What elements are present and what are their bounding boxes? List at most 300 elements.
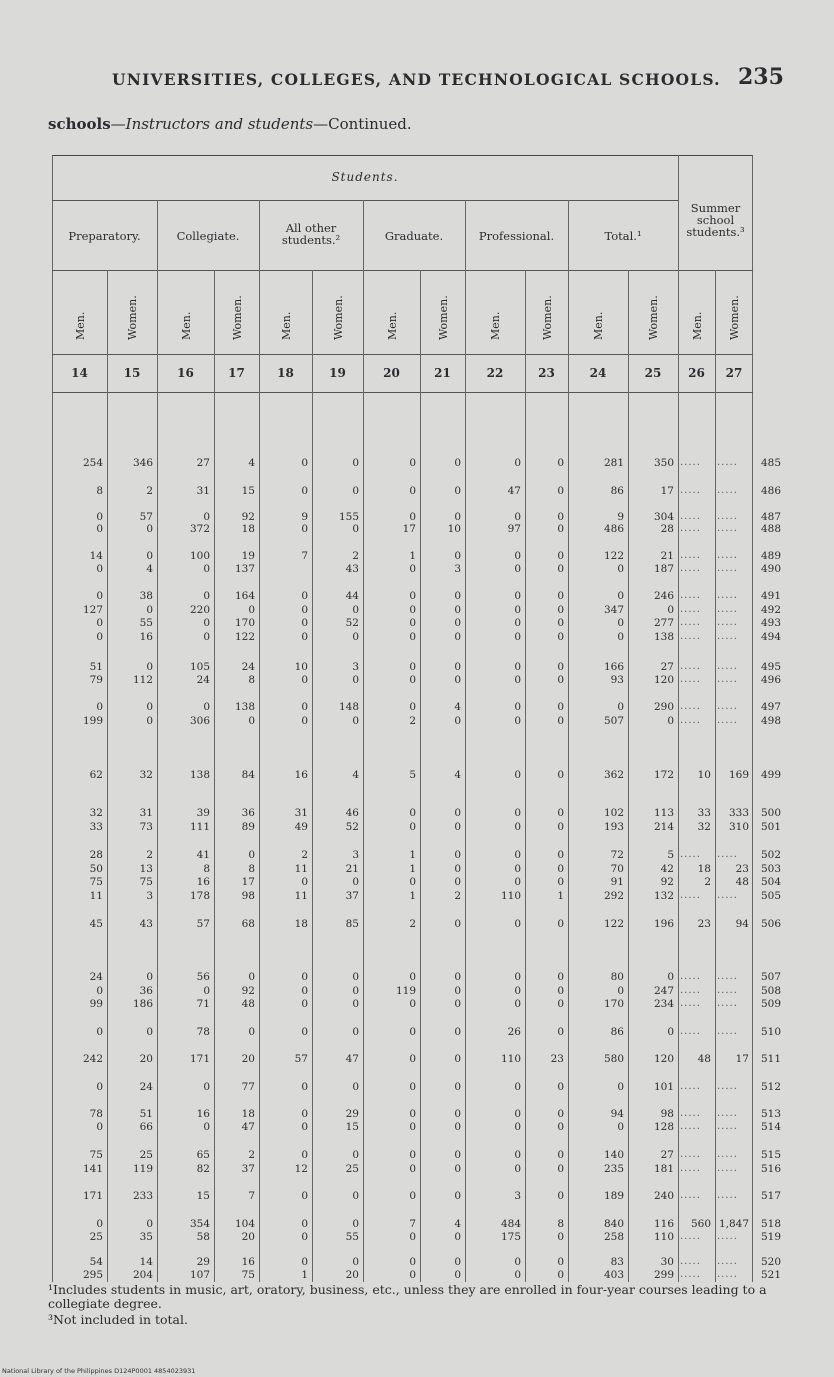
table-cell: 101 bbox=[653, 1081, 674, 1093]
row-number: 518 bbox=[760, 1218, 782, 1230]
table-cell: 25 bbox=[89, 1231, 103, 1243]
gender-label: Women. bbox=[540, 295, 554, 340]
table-cell: 0 bbox=[667, 971, 674, 983]
table-cell: 0 bbox=[301, 1026, 308, 1038]
gender-divider bbox=[312, 270, 313, 1282]
table-cell: 0 bbox=[557, 661, 564, 673]
table-cell: 11 bbox=[294, 890, 308, 902]
table-cell: 0 bbox=[514, 807, 521, 819]
table-cell: 0 bbox=[514, 631, 521, 643]
table-cell: 0 bbox=[557, 457, 564, 469]
table-cell: 41 bbox=[196, 849, 210, 861]
table-cell: 17 bbox=[241, 876, 255, 888]
table-cell: 0 bbox=[352, 1190, 359, 1202]
gender-label: Men. bbox=[489, 311, 502, 340]
table-cell: 0 bbox=[514, 971, 521, 983]
subtitle-italic: —Instructors and students bbox=[110, 115, 314, 133]
table-cell: 0 bbox=[203, 1121, 210, 1133]
page-number: 235 bbox=[738, 64, 784, 90]
table-cell: 102 bbox=[603, 807, 624, 819]
column-number: 27 bbox=[725, 366, 743, 380]
group-divider bbox=[465, 200, 466, 1282]
column-number: 17 bbox=[228, 366, 245, 380]
table-cell: 0 bbox=[203, 617, 210, 629]
row-number: 499 bbox=[760, 769, 782, 781]
table-cell: 20 bbox=[241, 1231, 255, 1243]
table-cell: 44 bbox=[345, 590, 359, 602]
group-label-6: Total.¹ bbox=[604, 229, 642, 243]
row-number: 521 bbox=[760, 1269, 782, 1281]
table-cell: 0 bbox=[409, 1026, 416, 1038]
table-cell: 112 bbox=[132, 674, 153, 686]
summer-leader-dots: ..... bbox=[717, 985, 738, 996]
table-cell: 0 bbox=[301, 590, 308, 602]
table-cell: 166 bbox=[603, 661, 624, 673]
table-cell: 17 bbox=[402, 523, 416, 535]
table-cell: 23 bbox=[735, 863, 749, 875]
table-cell: 0 bbox=[557, 550, 564, 562]
table-cell: 0 bbox=[96, 617, 103, 629]
table-cell: 0 bbox=[301, 604, 308, 616]
table-cell: 86 bbox=[610, 1026, 624, 1038]
table-cell: 350 bbox=[653, 457, 674, 469]
table-cell: 0 bbox=[146, 661, 153, 673]
table-cell: 86 bbox=[610, 485, 624, 497]
table-cell: 0 bbox=[514, 876, 521, 888]
table-cell: 3 bbox=[352, 661, 359, 673]
table-cell: 75 bbox=[241, 1269, 255, 1281]
row-number: 504 bbox=[760, 876, 782, 888]
table-cell: 214 bbox=[653, 821, 674, 833]
table-cell: 120 bbox=[653, 1053, 674, 1065]
summer-leader-dots: ..... bbox=[717, 1163, 738, 1174]
table-cell: 0 bbox=[301, 523, 308, 535]
table-cell: 83 bbox=[610, 1256, 624, 1268]
table-cell: 247 bbox=[653, 985, 674, 997]
table-cell: 31 bbox=[294, 807, 308, 819]
table-cell: 0 bbox=[146, 701, 153, 713]
table-cell: 4 bbox=[248, 457, 255, 469]
table-cell: 4 bbox=[454, 769, 461, 781]
summer-leader-dots: ..... bbox=[680, 1108, 701, 1119]
summer-leader-dots: ..... bbox=[680, 701, 701, 712]
table-cell: 97 bbox=[507, 523, 521, 535]
table-cell: 0 bbox=[96, 985, 103, 997]
row-number: 515 bbox=[760, 1149, 782, 1161]
table-cell: 1 bbox=[409, 550, 416, 562]
table-cell: 0 bbox=[409, 998, 416, 1010]
table-cell: 0 bbox=[454, 1121, 461, 1133]
table-cell: 0 bbox=[617, 701, 624, 713]
row-number: 516 bbox=[760, 1163, 782, 1175]
table-cell: 4 bbox=[454, 701, 461, 713]
table-cell: 0 bbox=[409, 1256, 416, 1268]
table-cell: 78 bbox=[89, 1108, 103, 1120]
column-number: 14 bbox=[71, 366, 88, 380]
summer-leader-dots: ..... bbox=[680, 661, 701, 672]
summer-leader-dots: ..... bbox=[717, 1149, 738, 1160]
column-number: 15 bbox=[123, 366, 141, 380]
group-label-7: Summer school students.³ bbox=[686, 201, 745, 239]
table-cell: 0 bbox=[617, 590, 624, 602]
table-cell: 1 bbox=[301, 1269, 308, 1281]
table-cell: 0 bbox=[617, 617, 624, 629]
table-cell: 54 bbox=[89, 1256, 103, 1268]
table-cell: 2 bbox=[301, 849, 308, 861]
table-cell: 24 bbox=[139, 1081, 153, 1093]
table-cell: 148 bbox=[338, 701, 359, 713]
table-cell: 0 bbox=[454, 457, 461, 469]
table-cell: 0 bbox=[248, 971, 255, 983]
gender-label: Men. bbox=[690, 311, 704, 340]
table-cell: 104 bbox=[234, 1218, 255, 1230]
group-label-2: Collegiate. bbox=[176, 229, 240, 243]
group-label-1: Preparatory. bbox=[68, 229, 141, 243]
table-cell: 32 bbox=[697, 821, 711, 833]
table-cell: 0 bbox=[248, 604, 255, 616]
table-cell: 92 bbox=[241, 511, 255, 523]
table-cell: 0 bbox=[514, 1256, 521, 1268]
table-cell: 24 bbox=[196, 674, 210, 686]
table-cell: 0 bbox=[454, 1149, 461, 1161]
row-number: 500 bbox=[760, 807, 782, 819]
table-cell: 0 bbox=[409, 1053, 416, 1065]
table-cell: 8 bbox=[203, 863, 210, 875]
table-cell: 0 bbox=[454, 998, 461, 1010]
table-cell: 0 bbox=[454, 604, 461, 616]
table-cell: 37 bbox=[345, 890, 359, 902]
summer-leader-dots: ..... bbox=[717, 1256, 738, 1267]
table-cell: 16 bbox=[139, 631, 153, 643]
running-head: UNIVERSITIES, COLLEGES, AND TECHNOLOGICAL SCHOOLS. bbox=[112, 70, 721, 89]
summer-leader-dots: ..... bbox=[717, 1081, 738, 1092]
table-cell: 8 bbox=[248, 863, 255, 875]
table-cell: 0 bbox=[409, 563, 416, 575]
table-cell: 3 bbox=[514, 1190, 521, 1202]
table-cell: 0 bbox=[248, 1026, 255, 1038]
summer-leader-dots: ..... bbox=[680, 457, 701, 468]
table-cell: 0 bbox=[514, 998, 521, 1010]
table-cell: 0 bbox=[96, 1218, 103, 1230]
table-cell: 0 bbox=[557, 876, 564, 888]
table-cell: 0 bbox=[352, 1218, 359, 1230]
table-cell: 0 bbox=[409, 485, 416, 497]
table-cell: 0 bbox=[557, 674, 564, 686]
summer-leader-dots: ..... bbox=[680, 1190, 701, 1201]
table-cell: 0 bbox=[454, 661, 461, 673]
table-cell: 18 bbox=[294, 918, 308, 930]
table-cell: 277 bbox=[653, 617, 674, 629]
table-cell: 56 bbox=[196, 971, 210, 983]
gender-label: Men. bbox=[73, 311, 87, 340]
table-cell: 204 bbox=[132, 1269, 153, 1281]
table-cell: 0 bbox=[301, 876, 308, 888]
table-cell: 25 bbox=[345, 1163, 359, 1175]
table-cell: 0 bbox=[409, 1231, 416, 1243]
table-cell: 0 bbox=[352, 457, 359, 469]
table-cell: 0 bbox=[557, 863, 564, 875]
table-cell: 75 bbox=[139, 876, 153, 888]
summer-leader-dots: ..... bbox=[717, 1190, 738, 1201]
table-cell: 110 bbox=[500, 1053, 521, 1065]
table-cell: 0 bbox=[514, 849, 521, 861]
table-cell: 0 bbox=[454, 849, 461, 861]
table-cell: 171 bbox=[189, 1053, 210, 1065]
table-cell: 9 bbox=[617, 511, 624, 523]
table-cell: 55 bbox=[345, 1231, 359, 1243]
table-cell: 100 bbox=[189, 550, 210, 562]
table-cell: 0 bbox=[514, 1163, 521, 1175]
table-cell: 18 bbox=[241, 1108, 255, 1120]
table-cell: 0 bbox=[248, 715, 255, 727]
table-cell: 172 bbox=[653, 769, 674, 781]
summer-leader-dots: ..... bbox=[717, 631, 738, 642]
summer-leader-dots: ..... bbox=[717, 485, 738, 496]
group-divider bbox=[678, 155, 679, 1282]
group-label-4: Graduate. bbox=[384, 229, 444, 243]
summer-leader-dots: ..... bbox=[717, 890, 738, 901]
row-number: 509 bbox=[760, 998, 782, 1010]
group-label-3: All other students.² bbox=[281, 221, 341, 247]
table-cell: 171 bbox=[82, 1190, 103, 1202]
table-cell: 24 bbox=[241, 661, 255, 673]
table-cell: 0 bbox=[96, 590, 103, 602]
table-cell: 27 bbox=[196, 457, 210, 469]
table-cell: 0 bbox=[409, 1163, 416, 1175]
row-number: 489 bbox=[760, 550, 782, 562]
table-cell: 0 bbox=[514, 1081, 521, 1093]
table-cell: 0 bbox=[617, 1081, 624, 1093]
table-cell: 0 bbox=[352, 1149, 359, 1161]
table-cell: 37 bbox=[241, 1163, 255, 1175]
table-cell: 1 bbox=[409, 849, 416, 861]
table-cell: 46 bbox=[345, 807, 359, 819]
table-cell: 507 bbox=[603, 715, 624, 727]
table-cell: 0 bbox=[301, 485, 308, 497]
table-cell: 196 bbox=[653, 918, 674, 930]
summer-leader-dots: ..... bbox=[717, 998, 738, 1009]
table-cell: 0 bbox=[301, 971, 308, 983]
table-cell: 0 bbox=[301, 1231, 308, 1243]
table-cell: 58 bbox=[196, 1231, 210, 1243]
table-cell: 119 bbox=[395, 985, 416, 997]
gender-label: Women. bbox=[230, 295, 244, 340]
row-number: 503 bbox=[760, 863, 782, 875]
table-cell: 0 bbox=[454, 971, 461, 983]
table-cell: 189 bbox=[603, 1190, 624, 1202]
summer-leader-dots: ..... bbox=[717, 971, 738, 982]
table-cell: 0 bbox=[146, 1218, 153, 1230]
table-cell: 0 bbox=[409, 701, 416, 713]
table-cell: 0 bbox=[203, 590, 210, 602]
table-cell: 0 bbox=[301, 985, 308, 997]
table-cell: 77 bbox=[241, 1081, 255, 1093]
table-cell: 75 bbox=[89, 1149, 103, 1161]
table-cell: 33 bbox=[89, 821, 103, 833]
summer-leader-dots: ..... bbox=[717, 550, 738, 561]
table-cell: 12 bbox=[294, 1163, 308, 1175]
table-cell: 138 bbox=[653, 631, 674, 643]
table-cell: 186 bbox=[132, 998, 153, 1010]
table-cell: 0 bbox=[352, 674, 359, 686]
table-cell: 16 bbox=[294, 769, 308, 781]
table-cell: 0 bbox=[301, 1190, 308, 1202]
table-cell: 0 bbox=[409, 807, 416, 819]
row-number: 497 bbox=[760, 701, 782, 713]
summer-leader-dots: ..... bbox=[717, 511, 738, 522]
table-cell: 98 bbox=[241, 890, 255, 902]
table-cell: 0 bbox=[352, 1256, 359, 1268]
table-cell: 7 bbox=[301, 550, 308, 562]
table-cell: 4 bbox=[352, 769, 359, 781]
table-cell: 8 bbox=[96, 485, 103, 497]
row-number: 508 bbox=[760, 985, 782, 997]
gender-label: Women. bbox=[126, 295, 139, 340]
table-cell: 78 bbox=[196, 1026, 210, 1038]
table-cell: 0 bbox=[409, 876, 416, 888]
table-cell: 0 bbox=[514, 821, 521, 833]
table-cell: 30 bbox=[660, 1256, 674, 1268]
table-cell: 258 bbox=[603, 1231, 624, 1243]
row-number: 490 bbox=[760, 563, 782, 575]
students-label: Students. bbox=[331, 170, 399, 184]
row-number: 496 bbox=[760, 674, 782, 686]
row-number: 485 bbox=[760, 457, 782, 469]
table-cell: 32 bbox=[139, 769, 153, 781]
table-cell: 20 bbox=[241, 1053, 255, 1065]
row-number: 491 bbox=[760, 590, 782, 602]
table-cell: 29 bbox=[196, 1256, 210, 1268]
row-number: 513 bbox=[760, 1108, 782, 1120]
table-cell: 0 bbox=[352, 523, 359, 535]
table-cell: 0 bbox=[301, 1218, 308, 1230]
column-number: 18 bbox=[277, 366, 294, 380]
table-cell: 169 bbox=[728, 769, 749, 781]
table-cell: 2 bbox=[409, 715, 416, 727]
table-cell: 0 bbox=[96, 1081, 103, 1093]
table-cell: 0 bbox=[409, 1108, 416, 1120]
summer-leader-dots: ..... bbox=[680, 1163, 701, 1174]
table-cell: 0 bbox=[557, 701, 564, 713]
table-cell: 11 bbox=[89, 890, 103, 902]
table-cell: 107 bbox=[189, 1269, 210, 1281]
table-cell: 346 bbox=[132, 457, 153, 469]
table-cell: 246 bbox=[653, 590, 674, 602]
table-cell: 55 bbox=[139, 617, 153, 629]
summer-leader-dots: ..... bbox=[717, 849, 738, 860]
table-cell: 0 bbox=[409, 457, 416, 469]
summer-leader-dots: ..... bbox=[717, 1121, 738, 1132]
table-cell: 0 bbox=[454, 715, 461, 727]
group-label-5: Professional. bbox=[478, 229, 555, 243]
table-cell: 13 bbox=[139, 863, 153, 875]
table-cell: 403 bbox=[603, 1269, 624, 1281]
table-cell: 15 bbox=[241, 485, 255, 497]
table-cell: 0 bbox=[96, 1026, 103, 1038]
table-cell: 0 bbox=[352, 998, 359, 1010]
table-cell: 0 bbox=[557, 715, 564, 727]
table-cell: 65 bbox=[196, 1149, 210, 1161]
table-cell: 0 bbox=[409, 1121, 416, 1133]
table-cell: 0 bbox=[454, 1108, 461, 1120]
table-cell: 0 bbox=[557, 1163, 564, 1175]
table-cell: 15 bbox=[196, 1190, 210, 1202]
table-cell: 299 bbox=[653, 1269, 674, 1281]
table-cell: 233 bbox=[132, 1190, 153, 1202]
summer-leader-dots: ..... bbox=[717, 1108, 738, 1119]
table-cell: 0 bbox=[514, 715, 521, 727]
table-cell: 170 bbox=[234, 617, 255, 629]
table-cell: 66 bbox=[139, 1121, 153, 1133]
table-cell: 71 bbox=[196, 998, 210, 1010]
table-cell: 1,847 bbox=[718, 1218, 749, 1230]
summer-leader-dots: ..... bbox=[680, 523, 701, 534]
table-cell: 11 bbox=[294, 863, 308, 875]
table-cell: 0 bbox=[203, 631, 210, 643]
group-divider bbox=[157, 200, 158, 1282]
gender-label: Women. bbox=[647, 295, 660, 340]
column-number: 16 bbox=[177, 366, 194, 380]
row-number: 495 bbox=[760, 661, 782, 673]
table-cell: 0 bbox=[557, 563, 564, 575]
table-cell: 242 bbox=[82, 1053, 103, 1065]
table-cell: 75 bbox=[89, 876, 103, 888]
row-number: 498 bbox=[760, 715, 782, 727]
table-cell: 51 bbox=[139, 1108, 153, 1120]
table-cell: 0 bbox=[409, 1269, 416, 1281]
table-cell: 0 bbox=[301, 1256, 308, 1268]
table-cell: 0 bbox=[454, 807, 461, 819]
table-cell: 170 bbox=[603, 998, 624, 1010]
table-cell: 175 bbox=[500, 1231, 521, 1243]
table-cell: 0 bbox=[409, 590, 416, 602]
table-cell: 32 bbox=[89, 807, 103, 819]
table-cell: 92 bbox=[660, 876, 674, 888]
table-cell: 0 bbox=[301, 701, 308, 713]
table-cell: 98 bbox=[660, 1108, 674, 1120]
table-cell: 10 bbox=[697, 769, 711, 781]
rule-students bbox=[52, 200, 678, 201]
table-cell: 110 bbox=[653, 1231, 674, 1243]
table-cell: 0 bbox=[146, 604, 153, 616]
table-cell: 290 bbox=[653, 701, 674, 713]
table-cell: 840 bbox=[603, 1218, 624, 1230]
subtitle-bold: schools bbox=[48, 115, 111, 133]
table-cell: 51 bbox=[89, 661, 103, 673]
summer-leader-dots: ..... bbox=[680, 617, 701, 628]
table-cell: 0 bbox=[454, 1256, 461, 1268]
table-cell: 94 bbox=[735, 918, 749, 930]
table-cell: 254 bbox=[82, 457, 103, 469]
table-cell: 0 bbox=[514, 985, 521, 997]
summer-leader-dots: ..... bbox=[680, 1121, 701, 1132]
table-cell: 0 bbox=[301, 715, 308, 727]
row-number: 510 bbox=[760, 1026, 782, 1038]
table-cell: 0 bbox=[352, 631, 359, 643]
group-divider bbox=[363, 200, 364, 1282]
summer-leader-dots: ..... bbox=[680, 849, 701, 860]
table-cell: 119 bbox=[132, 1163, 153, 1175]
table-cell: 8 bbox=[557, 1218, 564, 1230]
table-cell: 92 bbox=[241, 985, 255, 997]
table-cell: 52 bbox=[345, 617, 359, 629]
summer-leader-dots: ..... bbox=[680, 563, 701, 574]
table-cell: 0 bbox=[454, 1053, 461, 1065]
table-cell: 111 bbox=[189, 821, 210, 833]
table-cell: 486 bbox=[603, 523, 624, 535]
table-cell: 0 bbox=[454, 1190, 461, 1202]
table-cell: 0 bbox=[454, 876, 461, 888]
